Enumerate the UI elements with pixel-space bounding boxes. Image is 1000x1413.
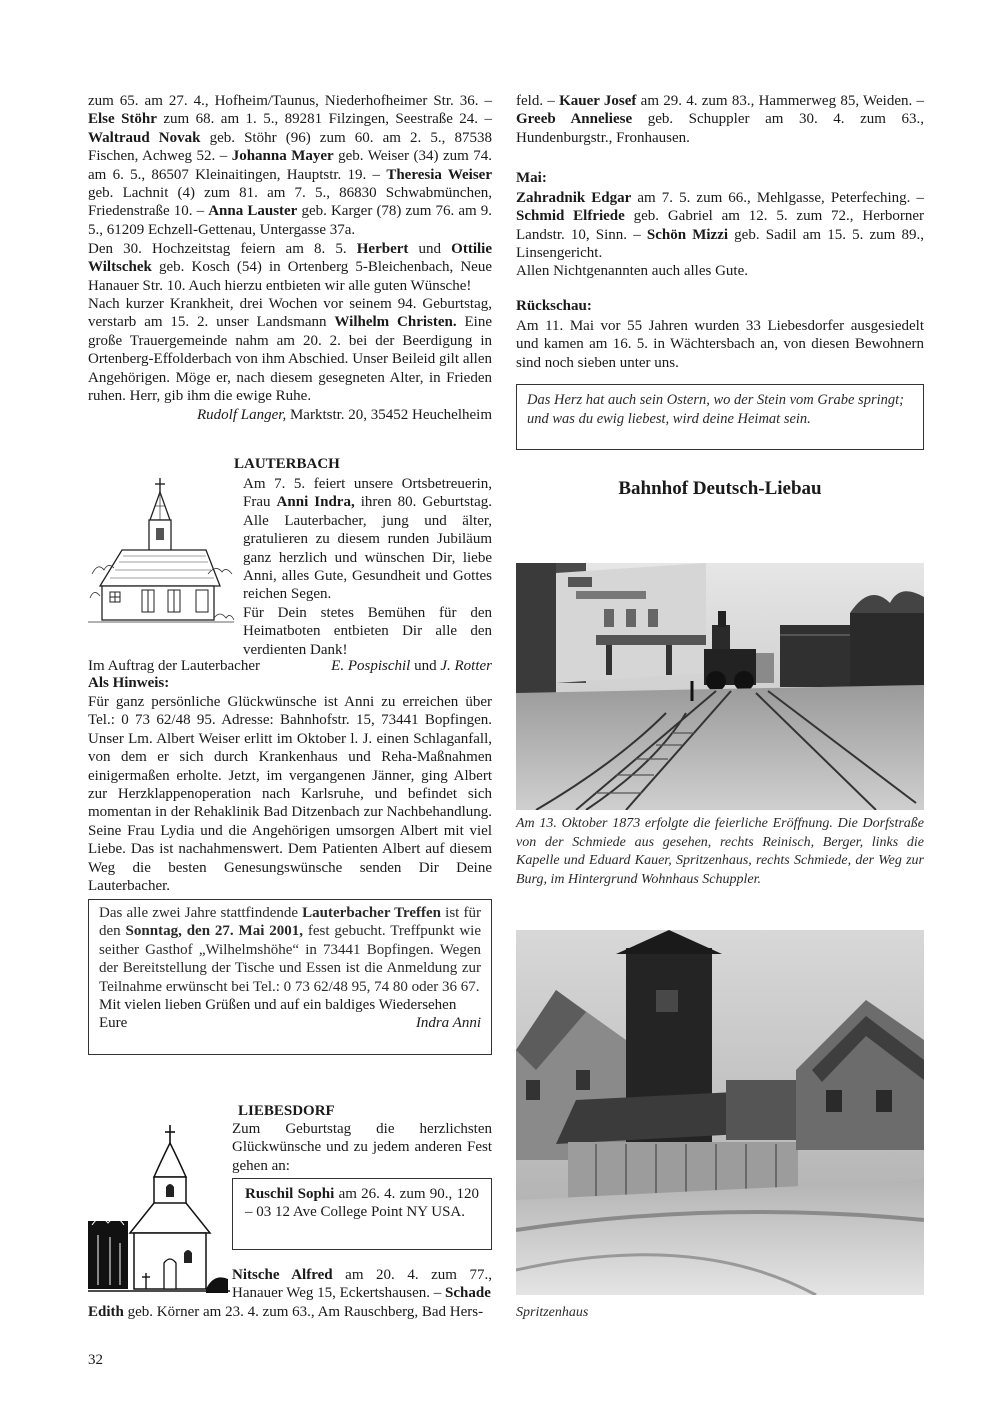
bold-name: Kauer Josef — [559, 93, 637, 109]
obituary-paragraph: Nach kurzer Krankheit, drei Wochen vor seinem 94. Geburtstag, verstarb am 15. 2. unser Landsmann Wilhelm Christen. Eine große Trauergemeinde nahm am 20. 2. bei der Beerdigung in Ortenberg-Effolderbach von ihm Abschied. Unser Beileid gilt allen Angehörigen. Möge er, nach diesem gesegneten Alter, in Frieden ruhen. Herr, gib ihm die ewige Ruhe. — [88, 296, 492, 405]
fire-tower-photo — [516, 930, 924, 1295]
rueckschau-heading: Rückschau: — [516, 298, 592, 314]
birthday-list: zum 65. am 27. 4., Hofheim/Taunus, Niederhofheimer Str. 36. –Else Stöhr zum 68. am 1. 5., 89281 Filzingen, Seestraße 24. –Waltraud Novak geb. Stöhr (96) zum 60. am 2. 5., 87538 Fischen, Achweg 52. – Johanna Mayer geb. Weiser (34) zum 74. am 6. 5., 86507 Kleinaitingen, Hauptstr. 19. – Theresia Weiser geb. Lachnit (4) zum 81. am 7. 5., 86830 Schwabmünchen, Friedenstraße 10. – Anna Lauster geb. Karger (78) zum 76. am 9. 5., 61209 Echzell-Gettenau, Untergasse 37a. — [88, 93, 493, 238]
right-continuation: feld. – Kauer Josef am 29. 4. zum 83., Hammerweg 85, Weiden. – Greeb Anneliese geb. Schuppler am 30. 4. zum 63., Hundenburgstr., Fronhausen. — [516, 93, 925, 146]
hint-text: Für ganz persönliche Glückwünsche ist Anni zu erreichen über Tel.: 0 73 62/48 95. Adresse: Bahnhofstr. 15, 73441 Bopfingen. Unser Lm. Albert Weiser erlitt im Oktober l. J. einen Schlaganfall, von dem er sich durch Krankenhaus und Reha-Maßnahmen einigermaßen erholte. Jetzt, im vergangenen Jänner, ging Albert zur Herzklappenoperation nach Karlsruhe, und befindet sich momentan in der Rehaklinik Bad Ditzenbach zur Nachbehandlung. Seine Frau Lydia und die Angehörigen umsorgen Albert mit viel Liebe. Das ist nachahmenswert. Dem Patienten Albert auf diesem Weg die besten Genesungswünsche senden Dir Deine Lauterbacher. — [88, 694, 492, 895]
treffen-eure: Eure — [99, 1015, 128, 1032]
bold-name: Zahradnik Edgar — [516, 190, 632, 206]
station-photo-caption: Am 13. Oktober 1873 erfolgte die feierliche Eröffnung. Die Dorfstraße von der Schmiede aus gesehen, rechts Reinisch, Berger, links die Kapelle und Eduard Kauer, Spritzenhaus, rechts Schmiede, der Weg zur Burg, im Hintergrund Wohnhaus Schuppler. — [516, 816, 924, 887]
signature-name-1: E. Pospischil — [331, 658, 411, 674]
liebesdorf-after-2: Edith geb. Körner am 23. 4. zum 63., Am Rauschberg, Bad Hers- — [88, 1304, 484, 1320]
bold-name: Waltraud Novak — [88, 129, 201, 146]
lauterbach-thanks-text: Für Dein stetes Bemühen für den Heimatboten entbieten Dir alle den verdienten Dank! — [243, 605, 492, 658]
quote-box — [516, 384, 924, 450]
liebesdorf-intro: Zum Geburtstag die herzlichsten Glückwünsche und zu jedem anderen Fest gehen an: — [232, 1121, 492, 1174]
bold-name: Ruschil Sophi — [245, 1186, 335, 1202]
bold-name: Herbert — [356, 241, 409, 257]
lauterbach-text: Am 7. 5. feiert unsere Ortsbetreuerin, Frau Anni Indra, ihren 80. Geburtstag. Alle Lauterbacher, jung und älter, gratulieren zu diesem runden Jubiläum ganz herzlich und wünschen Dir, liebe Anni, alles Gute, Gesundheit und Gottes reichen Segen. — [243, 476, 492, 603]
mai-end: Allen Nichtgenannten auch alles Gute. — [516, 263, 749, 279]
bold-name: Schade — [445, 1285, 491, 1302]
signature-name: Rudolf Langer, — [197, 407, 287, 423]
signature-und: und — [410, 658, 441, 674]
ruschil-text: Ruschil Sophi am 26. 4. zum 90., 120 – 03 12 Ave College Point NY USA. — [245, 1186, 480, 1221]
anniversary-paragraph: Den 30. Hochzeitstag feiern am 8. 5. Herbert und Ottilie Wiltschek geb. Kosch (54) in Ortenberg 5-Bleichenbach, Neue Hanauer Str. 10. Auch hierzu entbieten wir alle guten Wünsche! — [88, 241, 492, 294]
bold-name: Schmid Elfriede — [516, 208, 625, 225]
treffen-text: Das alle zwei Jahre stattfindende Lauterbacher Treffen ist für den Sonntag, den 27. Mai 2001, fest gebucht. Treffpunkt wie seither Gasthof „Wilhelmshöhe“ in 73441 Bopfingen. Wegen der Bereitstellung der Tische und Essen ist die Anmeldung zur Teilnahme erwünscht bei Tel.: 0 73 62/48 95, 74 80 oder 36 67. — [99, 905, 481, 995]
bold-name: Wilhelm Christen. — [334, 314, 457, 331]
treffen-notice-box — [88, 899, 492, 1055]
hint-heading: Als Hinweis: — [88, 675, 170, 691]
chapel-sketch-lauterbach — [88, 478, 234, 628]
page-number: 32 — [88, 1352, 103, 1368]
bold-name: Theresia Weiser — [386, 166, 492, 183]
rueckschau-text: Am 11. Mai vor 55 Jahren wurden 33 Liebesdorfer ausgesiedelt und kamen am 16. 5. in Wächtersbach an, von diesen Bewohnern sind noch sieben unter uns. — [516, 318, 924, 371]
lauterbach-signature — [88, 657, 492, 675]
bold-name: Johanna Mayer — [231, 148, 334, 165]
lauterbach-heading: LAUTERBACH — [234, 456, 340, 472]
ruschil-box — [232, 1178, 492, 1250]
fire-tower-caption: Spritzenhaus — [516, 1305, 589, 1320]
signature-left: Im Auftrag der Lauterbacher — [88, 658, 260, 674]
signature-name-2: J. Rotter — [440, 658, 492, 674]
chapel-sketch-liebesdorf — [88, 1125, 230, 1293]
lauterbach-thanks — [243, 604, 492, 659]
quote-line-1: Das Herz hat auch sein Ostern, wo der Stein vom Grabe springt; — [527, 392, 904, 408]
mai-list: Zahradnik Edgar am 7. 5. zum 66., Mehlgasse, Peterfeching. – Schmid Elfriede geb. Gabriel am 12. 5. zum 72., Herborner Landstr. 10, Sinn. – Schön Mizzi geb. Sadil am 15. 5. zum 89., Linsengericht. — [516, 190, 924, 262]
bold-name: Schön Mizzi — [646, 226, 729, 243]
treffen-greeting: Mit vielen lieben Grüßen und auf ein baldiges Wiedersehen — [99, 997, 457, 1014]
station-photo — [516, 563, 924, 810]
treffen-signature: Indra Anni — [415, 1015, 481, 1032]
mai-heading: Mai: — [516, 170, 547, 186]
bold-name: Ottilie Wiltschek — [88, 241, 492, 276]
photo-title: Bahnhof Deutsch-Liebau — [618, 478, 822, 499]
bold-name: Anni Indra, — [276, 494, 355, 511]
bold-name: Sonntag, den 27. Mai 2001, — [125, 923, 304, 940]
bold-name: Else Stöhr — [88, 111, 157, 128]
bold-name: Nitsche Alfred — [232, 1267, 333, 1283]
bold-name: Anna Lauster — [208, 203, 298, 220]
treffen-sign-row — [99, 1014, 481, 1032]
bold-name: Greeb Anneliese — [516, 111, 633, 128]
obituary-signature — [88, 406, 492, 424]
bold-name: Lauterbacher Treffen — [302, 905, 442, 921]
liebesdorf-after: Nitsche Alfred am 20. 4. zum 77., Hanauer Weg 15, Eckertshausen. – Schade — [232, 1267, 493, 1302]
bold-name: Edith — [88, 1304, 124, 1320]
liebesdorf-heading: LIEBESDORF — [238, 1103, 335, 1119]
quote-line-2: und was du ewig liebest, wird deine Heimat sein. — [527, 410, 811, 427]
signature-address: Marktstr. 20, 35452 Heuchelheim — [286, 407, 492, 423]
